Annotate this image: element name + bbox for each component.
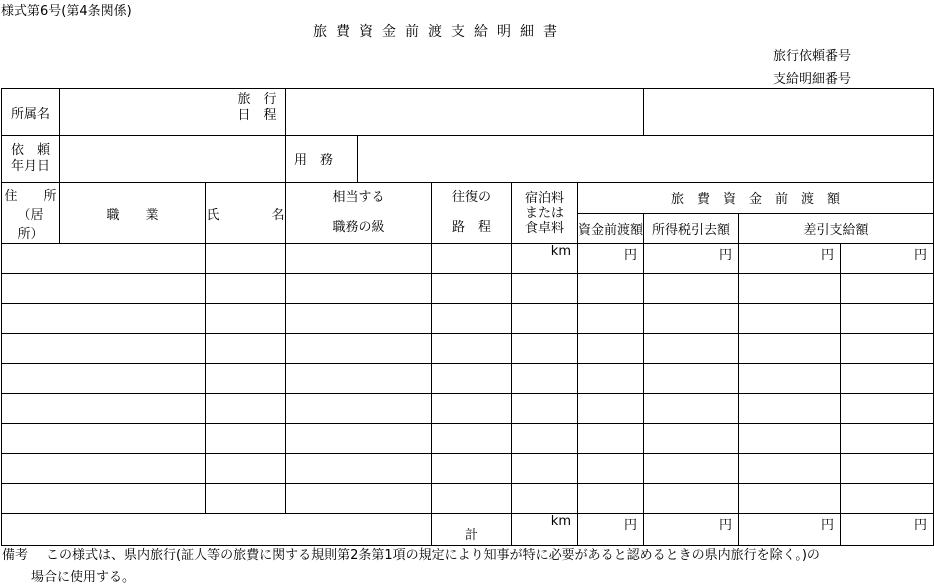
errand-field[interactable]: [286, 136, 934, 183]
entry-distance[interactable]: [512, 304, 578, 334]
payment-detail-number-label: 支給明細番号: [773, 72, 852, 87]
entry-tax-deduction[interactable]: 円: [739, 244, 841, 274]
errand-label: 用 務: [294, 153, 334, 168]
remarks-label: 備考: [2, 548, 29, 563]
col-rank: 相当する 職務の級: [286, 183, 432, 244]
entry-net-payment[interactable]: [841, 364, 934, 394]
entry-lodging[interactable]: [578, 484, 644, 514]
itinerary-label: 旅 行 日 程: [237, 92, 277, 123]
request-date-label: 依 頼 年月日: [2, 136, 60, 183]
entry-name[interactable]: [286, 274, 432, 304]
entry-name[interactable]: [286, 364, 432, 394]
entry-name[interactable]: [286, 394, 432, 424]
entry-tax-deduction[interactable]: [739, 394, 841, 424]
entry-lodging[interactable]: [578, 334, 644, 364]
entry-lodging[interactable]: [578, 364, 644, 394]
itinerary-field[interactable]: [237, 89, 644, 136]
entry-address[interactable]: [2, 244, 206, 274]
itinerary-extra-field[interactable]: [644, 89, 934, 136]
remarks-line-1: この様式は、県内旅行(証人等の旅費に関する規則第2条第1項の規定により知事が特に必要があると認めるときの県内旅行を除く。)の: [46, 548, 820, 563]
entry-occupation[interactable]: [206, 364, 286, 394]
entry-rank[interactable]: [432, 364, 512, 394]
travel-expense-table: [1, 88, 934, 546]
entry-occupation[interactable]: [206, 304, 286, 334]
col-distance: 往復の 路 程: [432, 183, 512, 244]
col-advance-group: 旅 費 資 金 前 渡 額: [578, 183, 934, 214]
entry-rank[interactable]: [432, 304, 512, 334]
entry-lodging[interactable]: [578, 394, 644, 424]
entry-tax-deduction[interactable]: [739, 484, 841, 514]
entry-distance[interactable]: [512, 364, 578, 394]
entry-distance[interactable]: [512, 394, 578, 424]
entry-net-payment[interactable]: [841, 454, 934, 484]
total-lodging[interactable]: 円: [578, 514, 644, 546]
entry-net-payment[interactable]: [841, 274, 934, 304]
entry-net-payment[interactable]: 円: [841, 244, 934, 274]
entry-distance[interactable]: km: [512, 244, 578, 274]
entry-distance[interactable]: [512, 424, 578, 454]
entry-net-payment[interactable]: [841, 304, 934, 334]
col-net-payment: 差引支給額: [739, 213, 934, 244]
entry-rank[interactable]: [432, 484, 512, 514]
entry-address[interactable]: [2, 304, 206, 334]
entry-tax-deduction[interactable]: [739, 304, 841, 334]
entry-advance-amount[interactable]: [644, 304, 739, 334]
total-label: 計: [432, 514, 512, 546]
entry-tax-deduction[interactable]: [739, 334, 841, 364]
entry-distance[interactable]: [512, 334, 578, 364]
entry-name[interactable]: [286, 334, 432, 364]
entry-address[interactable]: [2, 454, 206, 484]
entry-name[interactable]: [286, 454, 432, 484]
remarks-line-2: 場合に使用する。: [31, 570, 136, 585]
total-advance-amount[interactable]: 円: [644, 514, 739, 546]
entry-advance-amount[interactable]: [644, 424, 739, 454]
entry-occupation[interactable]: [206, 484, 286, 514]
entry-rank[interactable]: [432, 244, 512, 274]
entry-net-payment[interactable]: [841, 394, 934, 424]
col-tax-deduction: 所得税引去額: [644, 213, 739, 244]
col-name: 氏 名: [206, 183, 286, 244]
entry-advance-amount[interactable]: 円: [644, 244, 739, 274]
entry-name[interactable]: [286, 484, 432, 514]
entry-advance-amount[interactable]: [644, 274, 739, 304]
entry-advance-amount[interactable]: [644, 484, 739, 514]
entry-address[interactable]: [2, 274, 206, 304]
entry-lodging[interactable]: [578, 424, 644, 454]
entry-distance[interactable]: [512, 274, 578, 304]
total-distance[interactable]: km: [512, 514, 578, 546]
form-reference: 様式第6号(第4条関係): [1, 4, 132, 19]
entry-advance-amount[interactable]: [644, 394, 739, 424]
col-lodging: 宿泊料 または 食卓料: [512, 183, 578, 244]
entry-address[interactable]: [2, 394, 206, 424]
total-blank: [2, 514, 432, 546]
total-tax-deduction[interactable]: 円: [739, 514, 841, 546]
entry-name[interactable]: [286, 244, 432, 274]
col-occupation: 職 業: [60, 183, 206, 244]
travel-request-number-label: 旅行依頼番号: [773, 49, 852, 64]
entry-name[interactable]: [286, 424, 432, 454]
entry-occupation[interactable]: [206, 424, 286, 454]
entry-address[interactable]: [2, 424, 206, 454]
entry-occupation[interactable]: [206, 454, 286, 484]
entry-lodging[interactable]: [578, 304, 644, 334]
entry-address[interactable]: [2, 364, 206, 394]
entry-distance[interactable]: [512, 484, 578, 514]
entry-tax-deduction[interactable]: [739, 454, 841, 484]
request-date-field[interactable]: [60, 136, 286, 183]
entry-address[interactable]: [2, 334, 206, 364]
entry-rank[interactable]: [432, 394, 512, 424]
entry-rank[interactable]: [432, 454, 512, 484]
entry-advance-amount[interactable]: [644, 364, 739, 394]
entry-tax-deduction[interactable]: [739, 424, 841, 454]
entry-occupation[interactable]: [206, 274, 286, 304]
entry-occupation[interactable]: [206, 244, 286, 274]
entry-rank[interactable]: [432, 334, 512, 364]
entry-rank[interactable]: [432, 274, 512, 304]
entry-net-payment[interactable]: [841, 424, 934, 454]
entry-lodging[interactable]: [578, 274, 644, 304]
col-address: 住 所（居 所）: [2, 183, 60, 244]
entry-net-payment[interactable]: [841, 334, 934, 364]
entry-advance-amount[interactable]: [644, 334, 739, 364]
entry-tax-deduction[interactable]: [739, 274, 841, 304]
entry-distance[interactable]: [512, 454, 578, 484]
total-net-payment[interactable]: 円: [841, 514, 934, 546]
entry-occupation[interactable]: [206, 334, 286, 364]
col-advance-amount: 資金前渡額: [578, 213, 644, 244]
affiliation-label: 所属名: [2, 89, 60, 136]
entry-address[interactable]: [2, 484, 206, 514]
entry-name[interactable]: [286, 304, 432, 334]
entry-lodging[interactable]: [578, 454, 644, 484]
entry-net-payment[interactable]: [841, 484, 934, 514]
entry-lodging[interactable]: 円: [578, 244, 644, 274]
entry-tax-deduction[interactable]: [739, 364, 841, 394]
document-title: 旅費資金前渡支給明細書: [313, 24, 566, 40]
entry-rank[interactable]: [432, 424, 512, 454]
entry-advance-amount[interactable]: [644, 454, 739, 484]
errand-divider: [357, 135, 358, 183]
entry-occupation[interactable]: [206, 394, 286, 424]
